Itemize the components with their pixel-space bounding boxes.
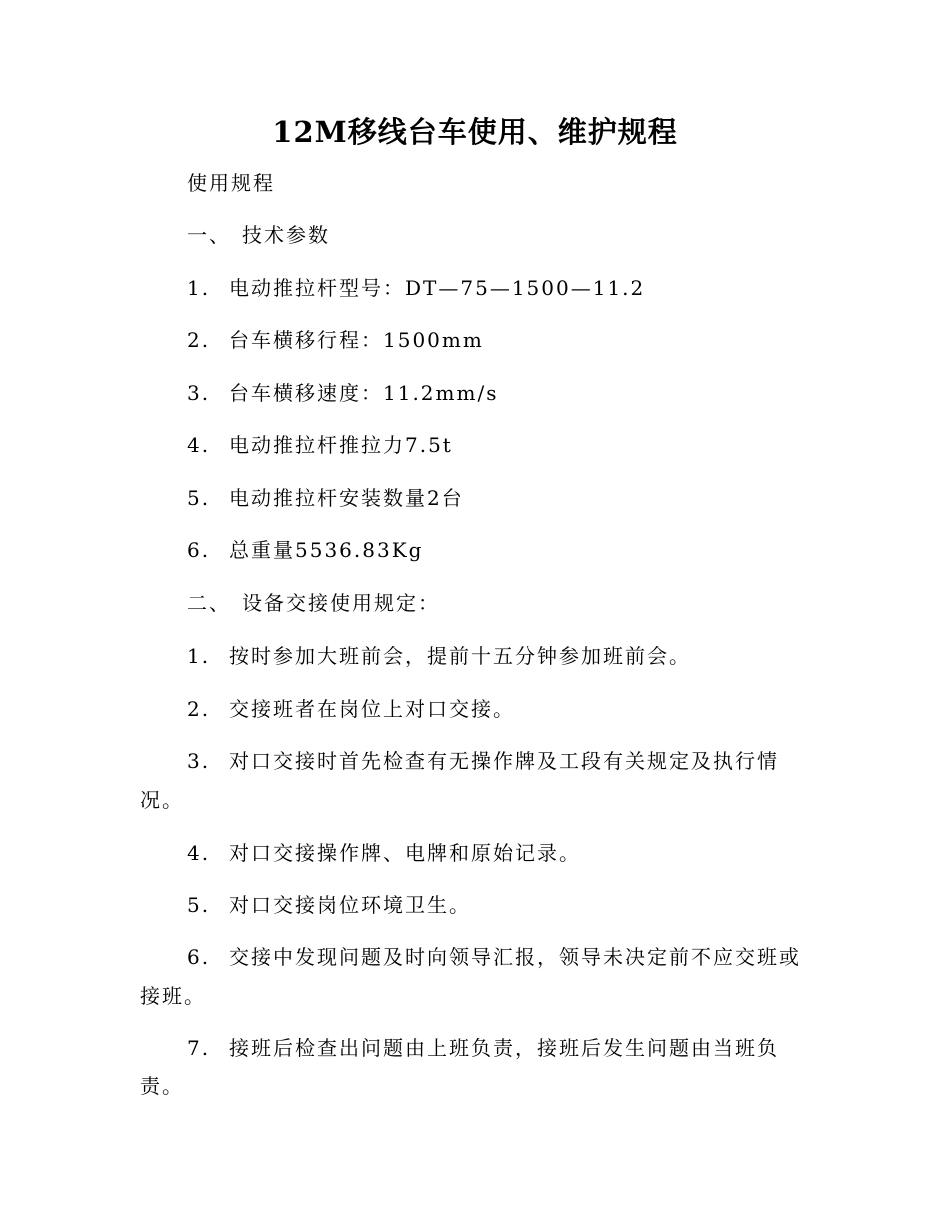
item-number: 7. bbox=[187, 1036, 211, 1060]
section-number: 一、 bbox=[187, 223, 231, 247]
list-item bbox=[187, 1035, 779, 1061]
list-item bbox=[187, 432, 453, 458]
item-text: 电动推拉杆型号：DT—75—1500—11.2 bbox=[229, 276, 646, 300]
item-number: 6. bbox=[187, 945, 211, 969]
item-number: 3. bbox=[187, 381, 211, 405]
list-item-continuation: 责。 bbox=[140, 1074, 184, 1098]
list-item bbox=[187, 537, 423, 563]
item-text: 台车横移速度：11.2mm/s bbox=[229, 381, 499, 405]
item-number: 1. bbox=[187, 276, 211, 300]
item-number: 3. bbox=[187, 749, 211, 773]
list-item bbox=[187, 944, 801, 970]
document-title: 12M移线台车使用、维护规程 bbox=[272, 115, 678, 149]
list-item bbox=[187, 643, 691, 669]
item-text: 接班后检查出问题由上班负责，接班后发生问题由当班负 bbox=[229, 1036, 779, 1060]
subtitle: 使用规程 bbox=[187, 171, 275, 195]
item-number: 2. bbox=[187, 697, 211, 721]
list-item bbox=[187, 696, 515, 722]
list-item bbox=[187, 275, 645, 301]
list-item bbox=[187, 748, 779, 774]
item-text: 按时参加大班前会，提前十五分钟参加班前会。 bbox=[229, 644, 691, 668]
item-text: 台车横移行程：1500mm bbox=[229, 328, 484, 352]
list-item bbox=[187, 327, 484, 353]
item-number: 4. bbox=[187, 433, 211, 457]
item-number: 4. bbox=[187, 841, 211, 865]
item-text: 对口交接岗位环境卫生。 bbox=[229, 893, 471, 917]
item-number: 2. bbox=[187, 328, 211, 352]
section-number: 二、 bbox=[187, 591, 231, 615]
list-item-continuation: 接班。 bbox=[140, 984, 206, 1008]
item-number: 1. bbox=[187, 644, 211, 668]
item-text: 电动推拉杆推拉力7.5t bbox=[229, 433, 453, 457]
item-text: 总重量5536.83Kg bbox=[229, 538, 424, 562]
item-number: 6. bbox=[187, 538, 211, 562]
section-heading-text: 设备交接使用规定： bbox=[242, 591, 440, 615]
item-number: 5. bbox=[187, 893, 211, 917]
item-text: 对口交接时首先检查有无操作牌及工段有关规定及执行情 bbox=[229, 749, 779, 773]
item-text: 对口交接操作牌、电牌和原始记录。 bbox=[229, 841, 581, 865]
item-number: 5. bbox=[187, 486, 211, 510]
list-item-continuation: 况。 bbox=[140, 788, 184, 812]
section-heading-1 bbox=[187, 222, 330, 248]
section-heading-2 bbox=[187, 590, 440, 616]
item-text: 交接班者在岗位上对口交接。 bbox=[229, 697, 515, 721]
item-text: 交接中发现问题及时向领导汇报，领导未决定前不应交班或 bbox=[229, 945, 801, 969]
list-item bbox=[187, 840, 581, 866]
list-item bbox=[187, 380, 498, 406]
list-item bbox=[187, 485, 464, 511]
list-item bbox=[187, 892, 471, 918]
section-heading-text: 技术参数 bbox=[242, 223, 330, 247]
item-text: 电动推拉杆安装数量2台 bbox=[229, 486, 464, 510]
